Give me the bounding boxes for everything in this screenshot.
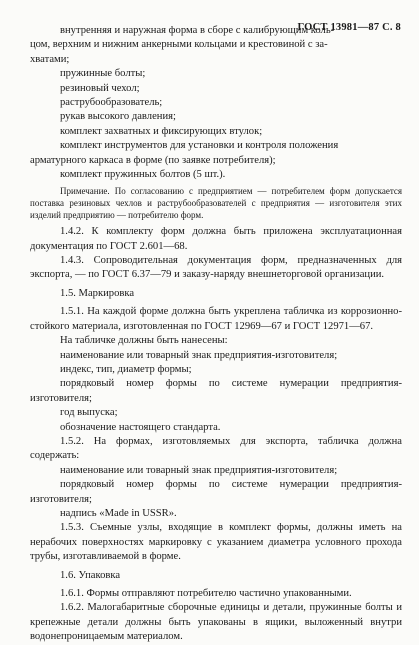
paragraph: порядковый номер формы по системе нумерации предприятия-изготовителя; xyxy=(30,479,402,505)
text-line: хватами; xyxy=(30,53,70,65)
list-item: рукав высокого давления; xyxy=(60,111,176,123)
paragraph-151: 1.5.1. На каждой форме должна быть укреплена табличка из коррозионно-стойкого материала, изготовленная по ГОСТ 12969—67 и ГОСТ 12971—67. xyxy=(30,306,402,332)
text-line: арматурного каркаса в форме (по заявке потребителя); xyxy=(30,154,276,166)
section-heading-packaging: 1.6. Упаковка xyxy=(60,569,121,581)
list-item: комплект инструментов для установки и контроля положения xyxy=(60,140,339,152)
page-header: ГОСТ 13981—87 С. 8 xyxy=(297,22,401,33)
section-heading-marking: 1.5. Маркировка xyxy=(60,287,135,299)
list-1431 xyxy=(30,24,402,182)
paragraph-161: 1.6.1. Формы отправляют потребителю частично упакованными. xyxy=(60,588,352,599)
paragraph: наименование или товарный знак предприятия-изготовителя; xyxy=(60,464,338,476)
paragraph: наименование или товарный знак предприятия-изготовителя; xyxy=(60,349,338,361)
list-item: комплект пружинных болтов (5 шт.). xyxy=(60,169,226,181)
list-item: комплект захватных и фиксирующих втулок; xyxy=(60,125,263,137)
paragraph-143: 1.4.3. Сопроводительная документация форм, предназначенных для экспорта, — по ГОСТ 6.37—79 и заказу-наряду внешнеторговой организации. xyxy=(30,255,402,281)
list-item: резиновый чехол; xyxy=(60,82,140,94)
document-page xyxy=(30,24,402,645)
paragraph: год выпуска; xyxy=(60,407,118,419)
note-paragraph: Примечание. По согласованию с предприятием — потребителем форм допускается поставка резиновых чехлов и раструбообразователей с предприятия — изготовителя этих изделий предприятию — потребителю форм. xyxy=(30,186,402,220)
paragraph: индекс, тип, диаметр формы; xyxy=(60,363,192,375)
text-line: внутренняя и наружная форма в сборе с калибрующим коль- xyxy=(60,25,335,36)
list-item: раструбообразователь; xyxy=(60,97,163,109)
paragraph-162: 1.6.2. Малогабаритные сборочные единицы и детали, пружинные болты и крепежные детали должны быть упакованы в ящики, выложенный внутри водонепроницаемым материалом. xyxy=(30,602,402,643)
paragraph: порядковый номер формы по системе нумерации предприятия-изготовителя; xyxy=(30,378,402,404)
paragraph: На табличке должны быть нанесены: xyxy=(60,335,228,347)
paragraph-152: 1.5.2. На формах, изготовляемых для экспорта, табличка должна содержать: xyxy=(30,435,402,462)
paragraph-153: 1.5.3. Съемные узлы, входящие в комплект формы, должны иметь на нерабочих поверхностях маркировку с указанием диаметра условного прохода трубы, изготавливаемой в форме. xyxy=(30,522,402,563)
paragraph-142: 1.4.2. К комплекту форм должна быть приложена эксплуатационная документация по ГОСТ 2.601—68. xyxy=(30,226,402,252)
paragraph: надпись «Made in USSR». xyxy=(60,507,177,519)
paragraph: обозначение настоящего стандарта. xyxy=(60,421,221,433)
list-item: пружинные болты; xyxy=(60,68,146,80)
text-line: цом, верхним и нижним анкерными кольцами и крестовиной с за- xyxy=(30,39,328,51)
